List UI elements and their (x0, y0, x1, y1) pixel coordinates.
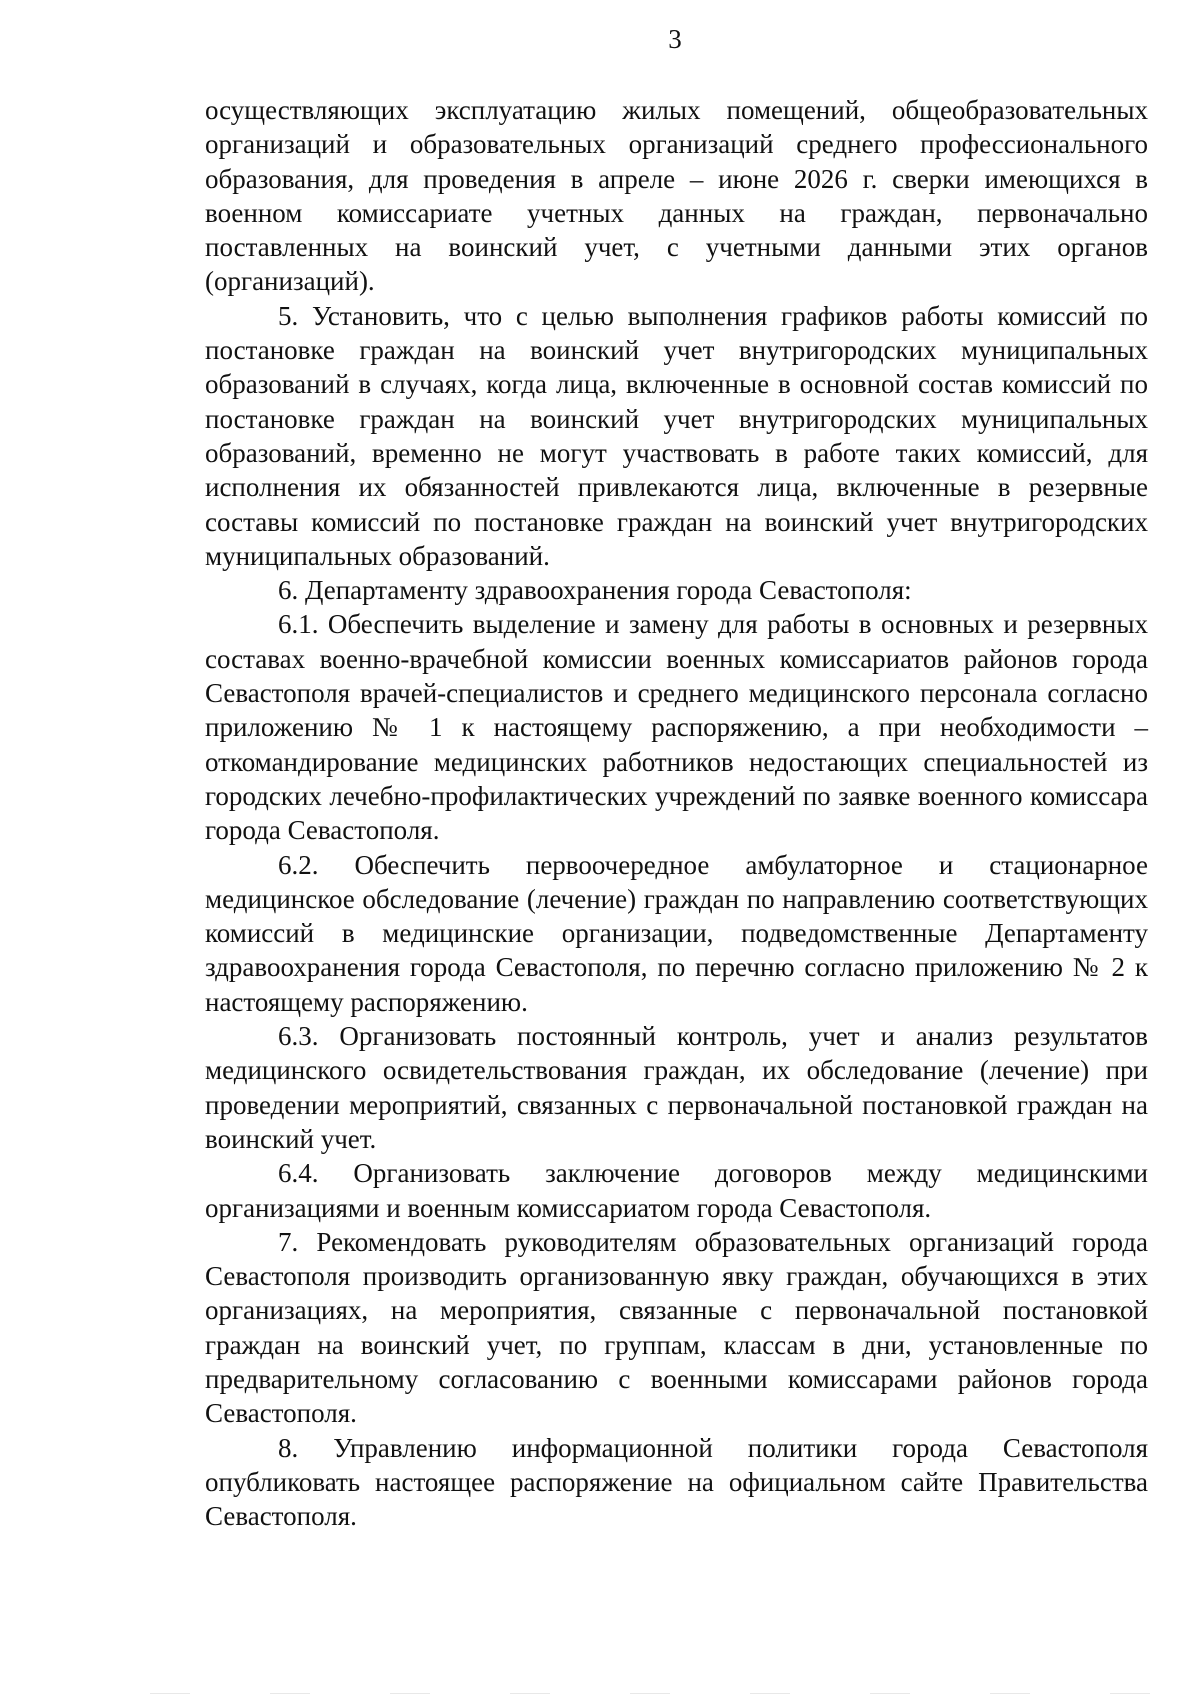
page-number: 3 (668, 24, 682, 54)
paragraph-item-7: 7. Рекомендовать руководителям образовательных организаций города Севастополя производить организованную явку граждан, обучающихся в этих организациях, на мероприятия, связанные с первоначальной постановкой граждан на воинский учет, по группам, классам в дни, установленные по предварительному согласованию с военными комиссарами районов города Севастополя. (205, 1226, 1148, 1429)
paragraph-item-8: 8. Управлению информационной политики города Севастополя опубликовать настоящее распоряжение на официальном сайте Правительства Севастополя. (205, 1432, 1148, 1532)
paragraph-item-6-4: 6.4. Организовать заключение договоров между медицинскими организациями и военным комиссариатом города Севастополя. (205, 1158, 1148, 1223)
paragraph-item-6: 6. Департаменту здравоохранения города Севастополя: (278, 575, 912, 606)
paragraph-item-6-1: 6.1. Обеспечить выделение и замену для работы в основных и резервных составах военно-врачебной комиссии военных комиссариатов районов города Севастополя врачей-специалистов и среднего медицинского персонала согласно приложению № 1 к настоящему распоряжению, а при необходимости – откомандирование медицинских работников недостающих специальностей из городских лечебно-профилактических учреждений по заявке военного комиссара города Севастополя. (205, 609, 1148, 846)
paragraph-continuation: осуществляющих эксплуатацию жилых помещений, общеобразовательных организаций и образовательных организаций среднего профессионального образования, для проведения в апреле – июне 2026 г. сверки имеющихся в военном комиссариате учетных данных на граждан, первоначально поставленных на воинский учет, с учетными данными этих органов (организаций). (205, 95, 1148, 297)
paragraph-item-6-3: 6.3. Организовать постоянный контроль, учет и анализ результатов медицинского освидетельствования граждан, их обследование (лечение) при проведении мероприятий, связанных с первоначальной постановкой граждан на воинский учет. (205, 1021, 1148, 1154)
paragraph-item-5: 5. Установить, что с целью выполнения графиков работы комиссий по постановке граждан на воинский учет внутригородских муниципальных образований в случаях, когда лица, включенные в основной состав комиссий по постановке граждан на воинский учет внутригородских муниципальных образований, временно не могут участвовать в работе таких комиссий, для исполнения их обязанностей привлекаются лица, включенные в резервные составы комиссий по постановке граждан на воинский учет внутригородских муниципальных образований. (205, 300, 1148, 571)
scan-edge-artifact (150, 1693, 1160, 1694)
paragraph-item-6-2: 6.2. Обеспечить первоочередное амбулаторное и стационарное медицинское обследование (лечение) граждан по направлению соответствующих комиссий в медицинские организации, подведомственные Департаменту здравоохранения города Севастополя, по перечню согласно приложению № 2 к настоящему распоряжению. (205, 849, 1148, 1017)
document-body (205, 93, 1148, 1533)
